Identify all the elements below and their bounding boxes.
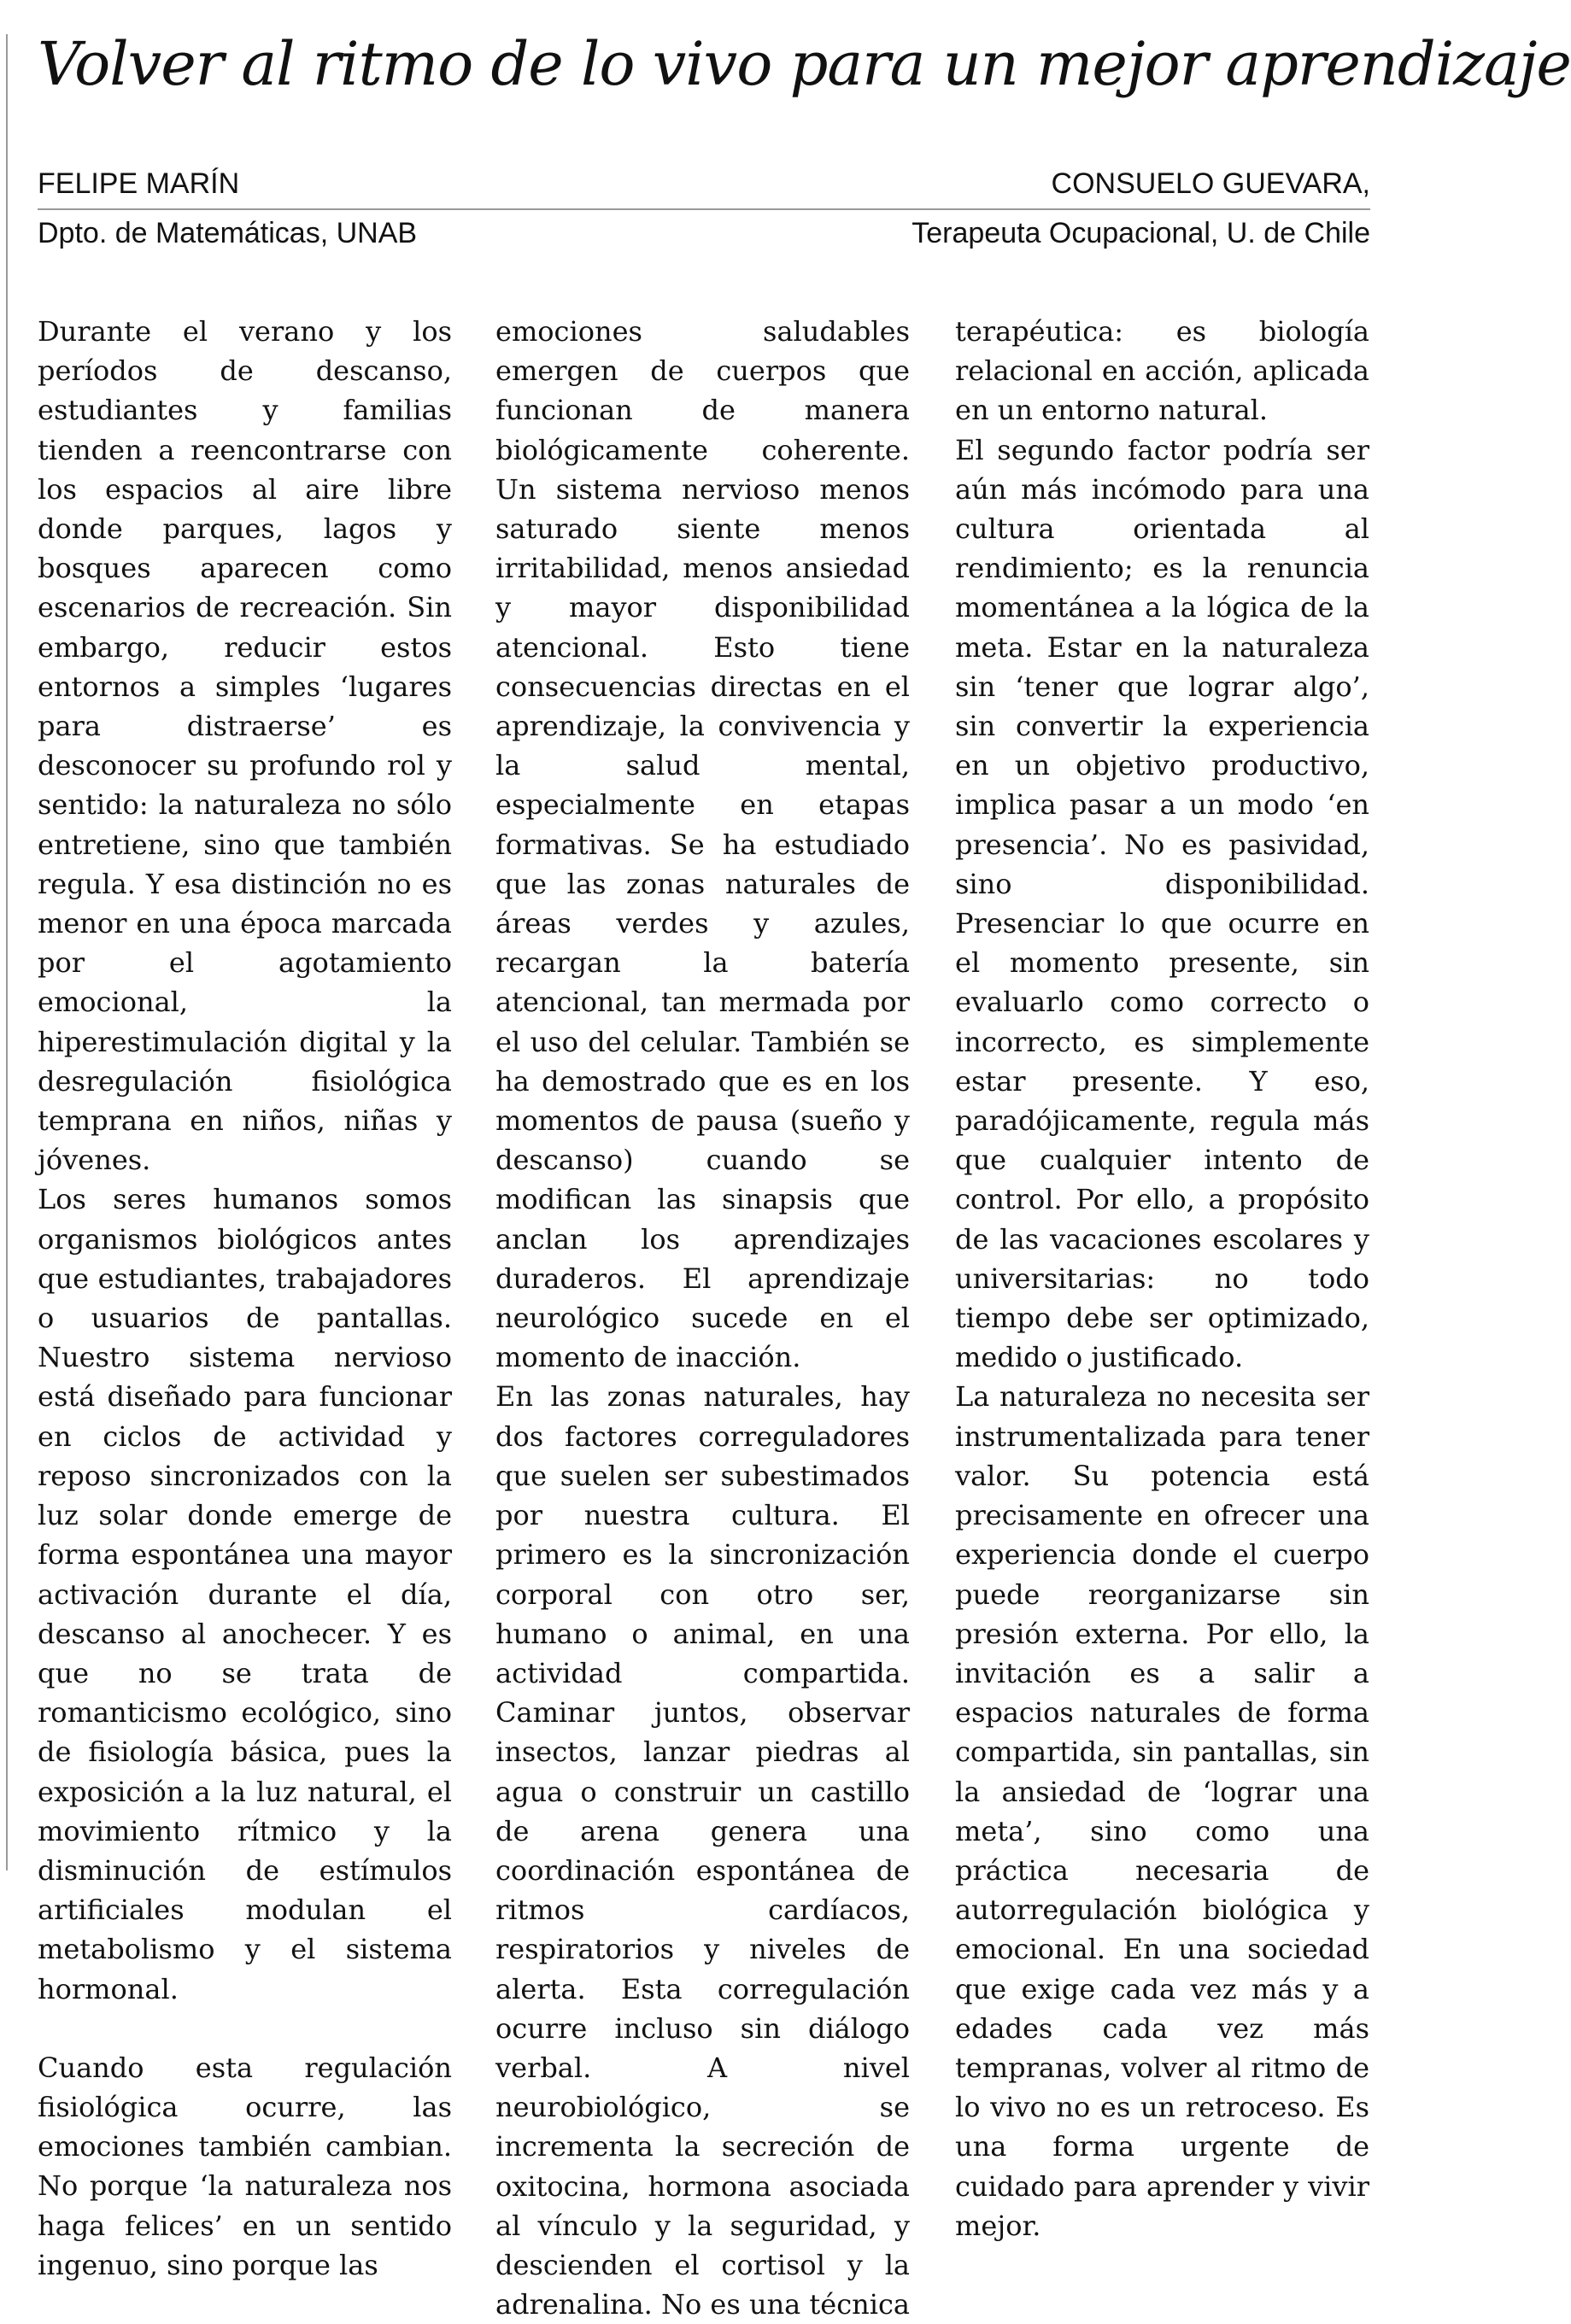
paragraph: terapéutica: es biología relacional en acción, aplicada en un entorno natural. <box>955 315 1369 427</box>
paragraph: Cuando esta regulación fisiológica ocurre, las emociones también cambian. No porque ‘la naturaleza nos haga felices’ en un sentido ingenuo, sino porque las <box>38 2051 452 2281</box>
paragraph: Los seres humanos somos organismos biológicos antes que estudiantes, trabajadores o usuarios de pantallas. Nuestro sistema nervioso está diseñado para funcionar en ciclos de actividad y reposo sincronizados con la luz solar donde emerge de forma espontánea una mayor activación durante el día, descanso al anochecer. Y es que no se trata de romanticismo ecológico, sino de fisiología básica, pues la exposición a la luz natural, el movimiento rítmico y la disminución de estímulos artificiales modulan el metabolismo y el sistema hormonal. <box>38 1183 452 2005</box>
article-column-2 <box>495 312 910 2324</box>
article-title: Volver al ritmo de lo vivo para un mejor aprendizaje <box>38 29 1571 99</box>
paragraph: En las zonas naturales, hay dos factores correguladores que suelen ser subestimados por nuestra cultura. El primero es la sincronización corporal con otro ser, humano o animal, en una actividad compartida. Caminar juntos, observar insectos, lanzar piedras al agua o construir un castillo de arena genera una coordinación espontánea de ritmos cardíacos, respiratorios y niveles de alerta. Esta corregulación ocurre incluso sin diálogo verbal. A nivel neurobiológico, se incrementa la secreción de oxitocina, hormona asociada al vínculo y la seguridad, y descienden el cortisol y la adrenalina. No es una técnica <box>495 1380 910 2321</box>
author-left-name: FELIPE MARÍN <box>38 167 240 200</box>
author-right-name: CONSUELO GUEVARA, <box>1051 167 1370 200</box>
author-left-affiliation: Dpto. de Matemáticas, UNAB <box>38 217 418 249</box>
left-margin-rule <box>6 34 8 1870</box>
paragraph: La naturaleza no necesita ser instrumentalizada para tener valor. Su potencia está precisamente en ofrecer una experiencia donde el cuerpo puede reorganizarse sin presión externa. Por ello, la invitación es a salir a espacios naturales de forma compartida, sin pantallas, sin la ansiedad de ‘lograr una meta’, sino como una práctica necesaria de autorregulación biológica y emocional. En una sociedad que exige cada vez más y a edades cada vez más tempranas, volver al ritmo de lo vivo no es un retroceso. Es una forma urgente de cuidado para aprender y vivir mejor. <box>955 1380 1369 2242</box>
paragraph: Durante el verano y los períodos de descanso, estudiantes y familias tienden a reencontrarse con los espacios al aire libre donde parques, lagos y bosques aparecen como escenarios de recreación. Sin embargo, reducir estos entornos a simples ‘lugares para distraerse’ es desconocer su profundo rol y sentido: la naturaleza no sólo entretiene, sino que también regula. Y esa distinción no es menor en una época marcada por el agotamiento emocional, la hiperestimulación digital y la desregulación fisiológica temprana en niños, niñas y jóvenes. <box>38 315 452 1177</box>
article-column-1 <box>38 312 452 2285</box>
byline-divider <box>38 208 1370 210</box>
paragraph: El segundo factor podría ser aún más incómodo para una cultura orientada al rendimiento; es la renuncia momentánea a la lógica de la meta. Estar en la naturaleza sin ‘tener que lograr algo’, sin convertir la experiencia en un objetivo productivo, implica pasar a un modo ‘en presencia’. No es pasividad, sino disponibilidad. Presenciar lo que ocurre en el momento presente, sin evaluarlo como correcto o incorrecto, es simplemente estar presente. Y eso, paradójicamente, regula más que cualquier intento de control. Por ello, a propósito de las vacaciones escolares y universitarias: no todo tiempo debe ser optimizado, medido o justificado. <box>955 433 1369 1374</box>
article-column-3 <box>955 312 1369 2245</box>
paragraph: emociones saludables emergen de cuerpos que funcionan de manera biológicamente coherente. Un sistema nervioso menos saturado siente menos irritabilidad, menos ansiedad y mayor disponibilidad atencional. Esto tiene consecuencias directas en el aprendizaje, la convivencia y la salud mental, especialmente en etapas formativas. Se ha estudiado que las zonas naturales de áreas verdes y azules, recargan la batería atencional, tan mermada por el uso del celular. También se ha demostrado que es en los momentos de pausa (sueño y descanso) cuando se modifican las sinapsis que anclan los aprendizajes duraderos. El aprendizaje neurológico sucede en el momento de inacción. <box>495 315 910 1374</box>
author-right-affiliation: Terapeuta Ocupacional, U. de Chile <box>912 217 1370 249</box>
